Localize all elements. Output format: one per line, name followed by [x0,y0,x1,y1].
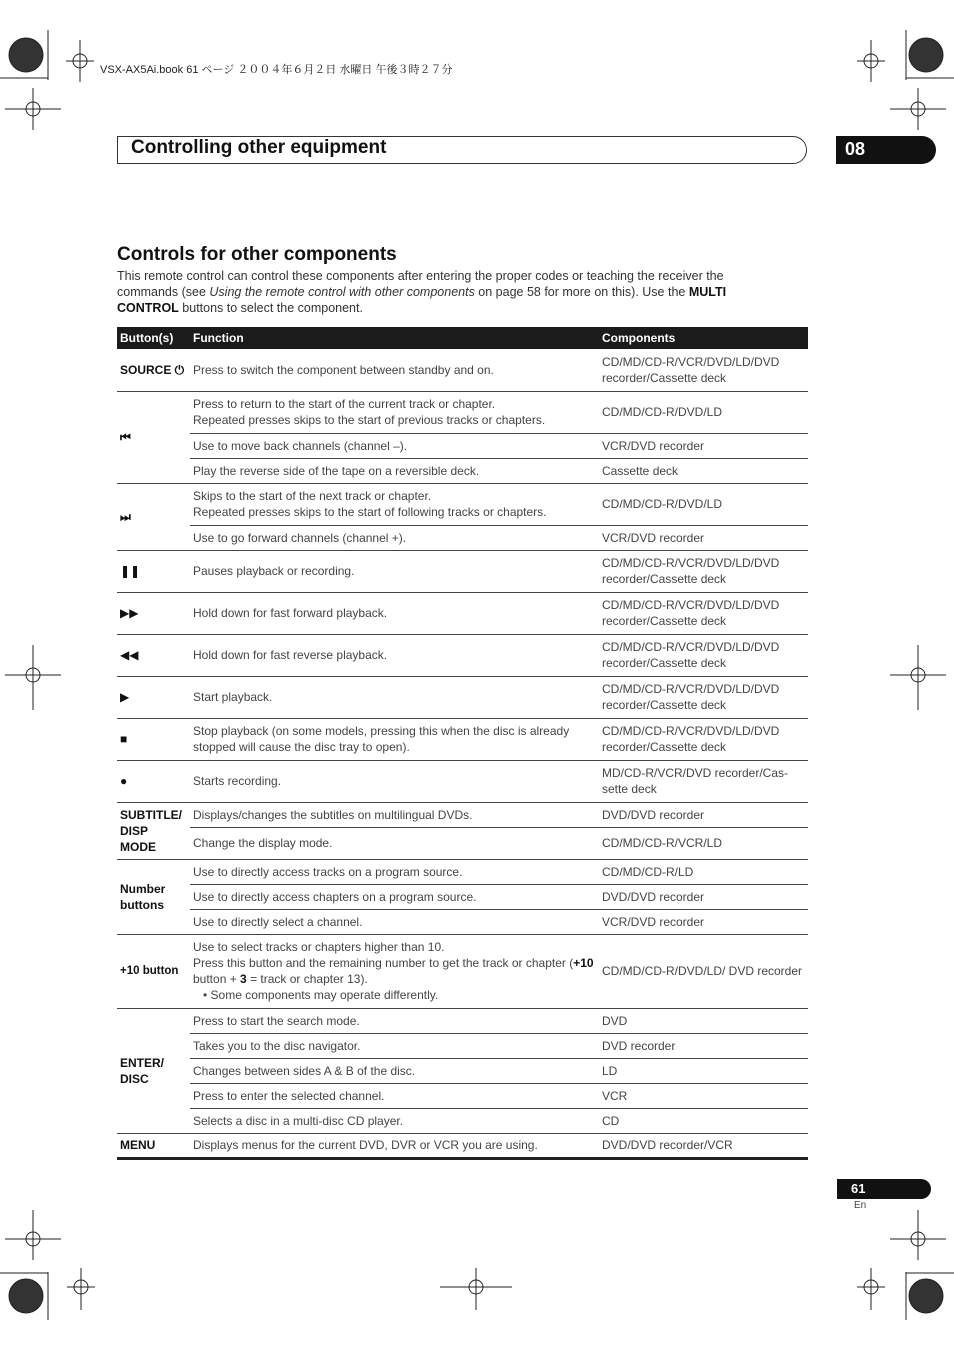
stop-icon: ■ [117,718,190,760]
components-cell: CD/MD/CD-R/VCR/DVD/LD/DVD recorder/Cassette deck [599,676,808,718]
function-cell: Use to directly access chapters on a program source. [190,884,599,909]
components-cell: Cassette deck [599,458,808,483]
function-cell: Start playback. [190,676,599,718]
intro-text-1: This remote control can control these components after entering the proper codes or teaching the receiver the commands (see [117,269,724,299]
table-row [117,525,808,550]
chapter-title: Controlling other equipment [131,137,387,158]
language-label: En [854,1200,867,1211]
components-cell: CD/MD/CD-R/VCR/DVD/LD/DVD recorder/Cassette deck [599,349,808,391]
file-metadata: VSX-AX5Ai.book 61 ページ ２００４年６月２日 水曜日 午後３時２７分 [100,64,453,76]
components-cell: DVD/DVD recorder/VCR [599,1133,808,1158]
chapter-number: 08 [845,139,866,159]
function-line: Use to select tracks or chapters higher than 10. [193,940,445,954]
table-row [117,1058,808,1083]
components-cell: CD/MD/CD-R/DVD/LD [599,483,808,525]
components-cell: CD/MD/CD-R/DVD/LD/ DVD recorder [599,934,808,1008]
table-row [117,1133,808,1158]
function-cell: Starts recording. [190,760,599,802]
components-cell: VCR [599,1083,808,1108]
table-row [117,634,808,676]
function-cell: Hold down for fast reverse playback. [190,634,599,676]
header-buttons: Button(s) [117,327,190,349]
function-cell: Use to move back channels (channel –). [190,433,599,458]
intro-paragraph [117,268,777,316]
table-row [117,1083,808,1108]
components-cell: CD [599,1108,808,1133]
function-line [193,955,596,987]
table-row [117,391,808,433]
function-cell: Use to go forward channels (channel +). [190,525,599,550]
components-cell: CD/MD/CD-R/VCR/LD [599,827,808,859]
table-row [117,483,808,525]
table-row [117,676,808,718]
function-cell: Changes between sides A & B of the disc. [190,1058,599,1083]
button-cell: +10 button [117,934,190,1008]
table-row [117,802,808,827]
table-row [117,1008,808,1033]
function-text: button + [193,972,241,986]
function-cell: Press to switch the component between standby and on. [190,349,599,391]
intro-text-2: on page 58 for more on this). Use the [474,285,689,299]
play-icon: ▶ [117,676,190,718]
function-cell: Displays menus for the current DVD, DVR or VCR you are using. [190,1133,599,1158]
table-row [117,909,808,934]
table-row [117,550,808,592]
components-cell: VCR/DVD recorder [599,909,808,934]
intro-multi-control: MULTI CONTROL [117,285,727,315]
function-cell: Press to return to the start of the current track or chapter. Repeated presses skips to the start of previous tracks or chapters. [190,391,599,433]
components-cell: VCR/DVD recorder [599,433,808,458]
function-cell: Press to start the search mode. [190,1008,599,1033]
function-cell: Displays/changes the subtitles on multilingual DVDs. [190,802,599,827]
components-cell: LD [599,1058,808,1083]
bullet-item: • Some components may operate differently. [203,988,439,1002]
components-cell: MD/CD-R/VCR/DVD recorder/Cas-sette deck [599,760,808,802]
button-cell: SUBTITLE/ DISP MODE [117,802,190,859]
function-cell: Press to enter the selected channel. [190,1083,599,1108]
fast-forward-icon: ▶▶ [117,592,190,634]
function-text: = track or chapter 13). [246,972,368,986]
header-function: Function [190,327,599,349]
components-cell: CD/MD/CD-R/VCR/DVD/LD/DVD recorder/Cassette deck [599,592,808,634]
components-cell: DVD [599,1008,808,1033]
function-cell: Selects a disc in a multi-disc CD player. [190,1108,599,1133]
pause-icon: ❚❚ [117,550,190,592]
function-text: Press this button and the remaining number to get the track or chapter ( [193,956,574,970]
function-cell: Change the display mode. [190,827,599,859]
components-cell: DVD/DVD recorder [599,802,808,827]
table-header-row [117,327,808,349]
page-number-badge [837,1179,931,1199]
components-cell: CD/MD/CD-R/DVD/LD [599,391,808,433]
table-row [117,718,808,760]
table-row [117,458,808,483]
header-components: Components [599,327,808,349]
intro-reference: Using the remote control with other components [209,285,475,299]
chapter-number-badge [836,136,936,164]
function-cell: Takes you to the disc navigator. [190,1033,599,1058]
components-cell: CD/MD/CD-R/VCR/DVD/LD/DVD recorder/Cassette deck [599,634,808,676]
table-row [117,592,808,634]
components-cell: DVD recorder [599,1033,808,1058]
controls-table [117,327,808,1160]
function-cell: Play the reverse side of the tape on a reversible deck. [190,458,599,483]
digit-label: 3 [240,972,247,986]
function-cell: Pauses playback or recording. [190,550,599,592]
components-cell: CD/MD/CD-R/VCR/DVD/LD/DVD recorder/Cassette deck [599,718,808,760]
rewind-icon: ◀◀ [117,634,190,676]
function-cell: Use to directly select a channel. [190,909,599,934]
button-cell: SOURCE ⏻ [117,349,190,391]
next-icon: ⏭ [117,483,190,550]
components-cell: DVD/DVD recorder [599,884,808,909]
table-row [117,1108,808,1133]
bullet-text: Some components may operate differently. [210,988,439,1002]
table-row [117,859,808,884]
button-cell: MENU [117,1133,190,1158]
prev-icon: ⏮ [117,391,190,483]
table-row [117,349,808,391]
function-cell: Use to directly access tracks on a program source. [190,859,599,884]
function-cell: Stop playback (on some models, pressing this when the disc is already stopped will cause the disc tray to open). [190,718,599,760]
table-row [117,433,808,458]
plus10-label: +10 [573,956,594,970]
button-cell: Number buttons [117,859,190,934]
table-row [117,934,808,1008]
intro-text-3: buttons to select the component. [178,301,363,315]
section-title: Controls for other components [117,244,397,265]
table-row [117,1033,808,1058]
function-cell: Hold down for fast forward playback. [190,592,599,634]
components-cell: CD/MD/CD-R/VCR/DVD/LD/DVD recorder/Cassette deck [599,550,808,592]
function-cell [190,934,599,1008]
record-icon: ● [117,760,190,802]
table-row [117,760,808,802]
function-cell: Skips to the start of the next track or chapter. Repeated presses skips to the start of following tracks or chapters. [190,483,599,525]
button-cell: ENTER/ DISC [117,1008,190,1133]
page-number: 61 [851,1181,866,1196]
components-cell: CD/MD/CD-R/LD [599,859,808,884]
components-cell: VCR/DVD recorder [599,525,808,550]
table-row [117,827,808,859]
table-row [117,884,808,909]
